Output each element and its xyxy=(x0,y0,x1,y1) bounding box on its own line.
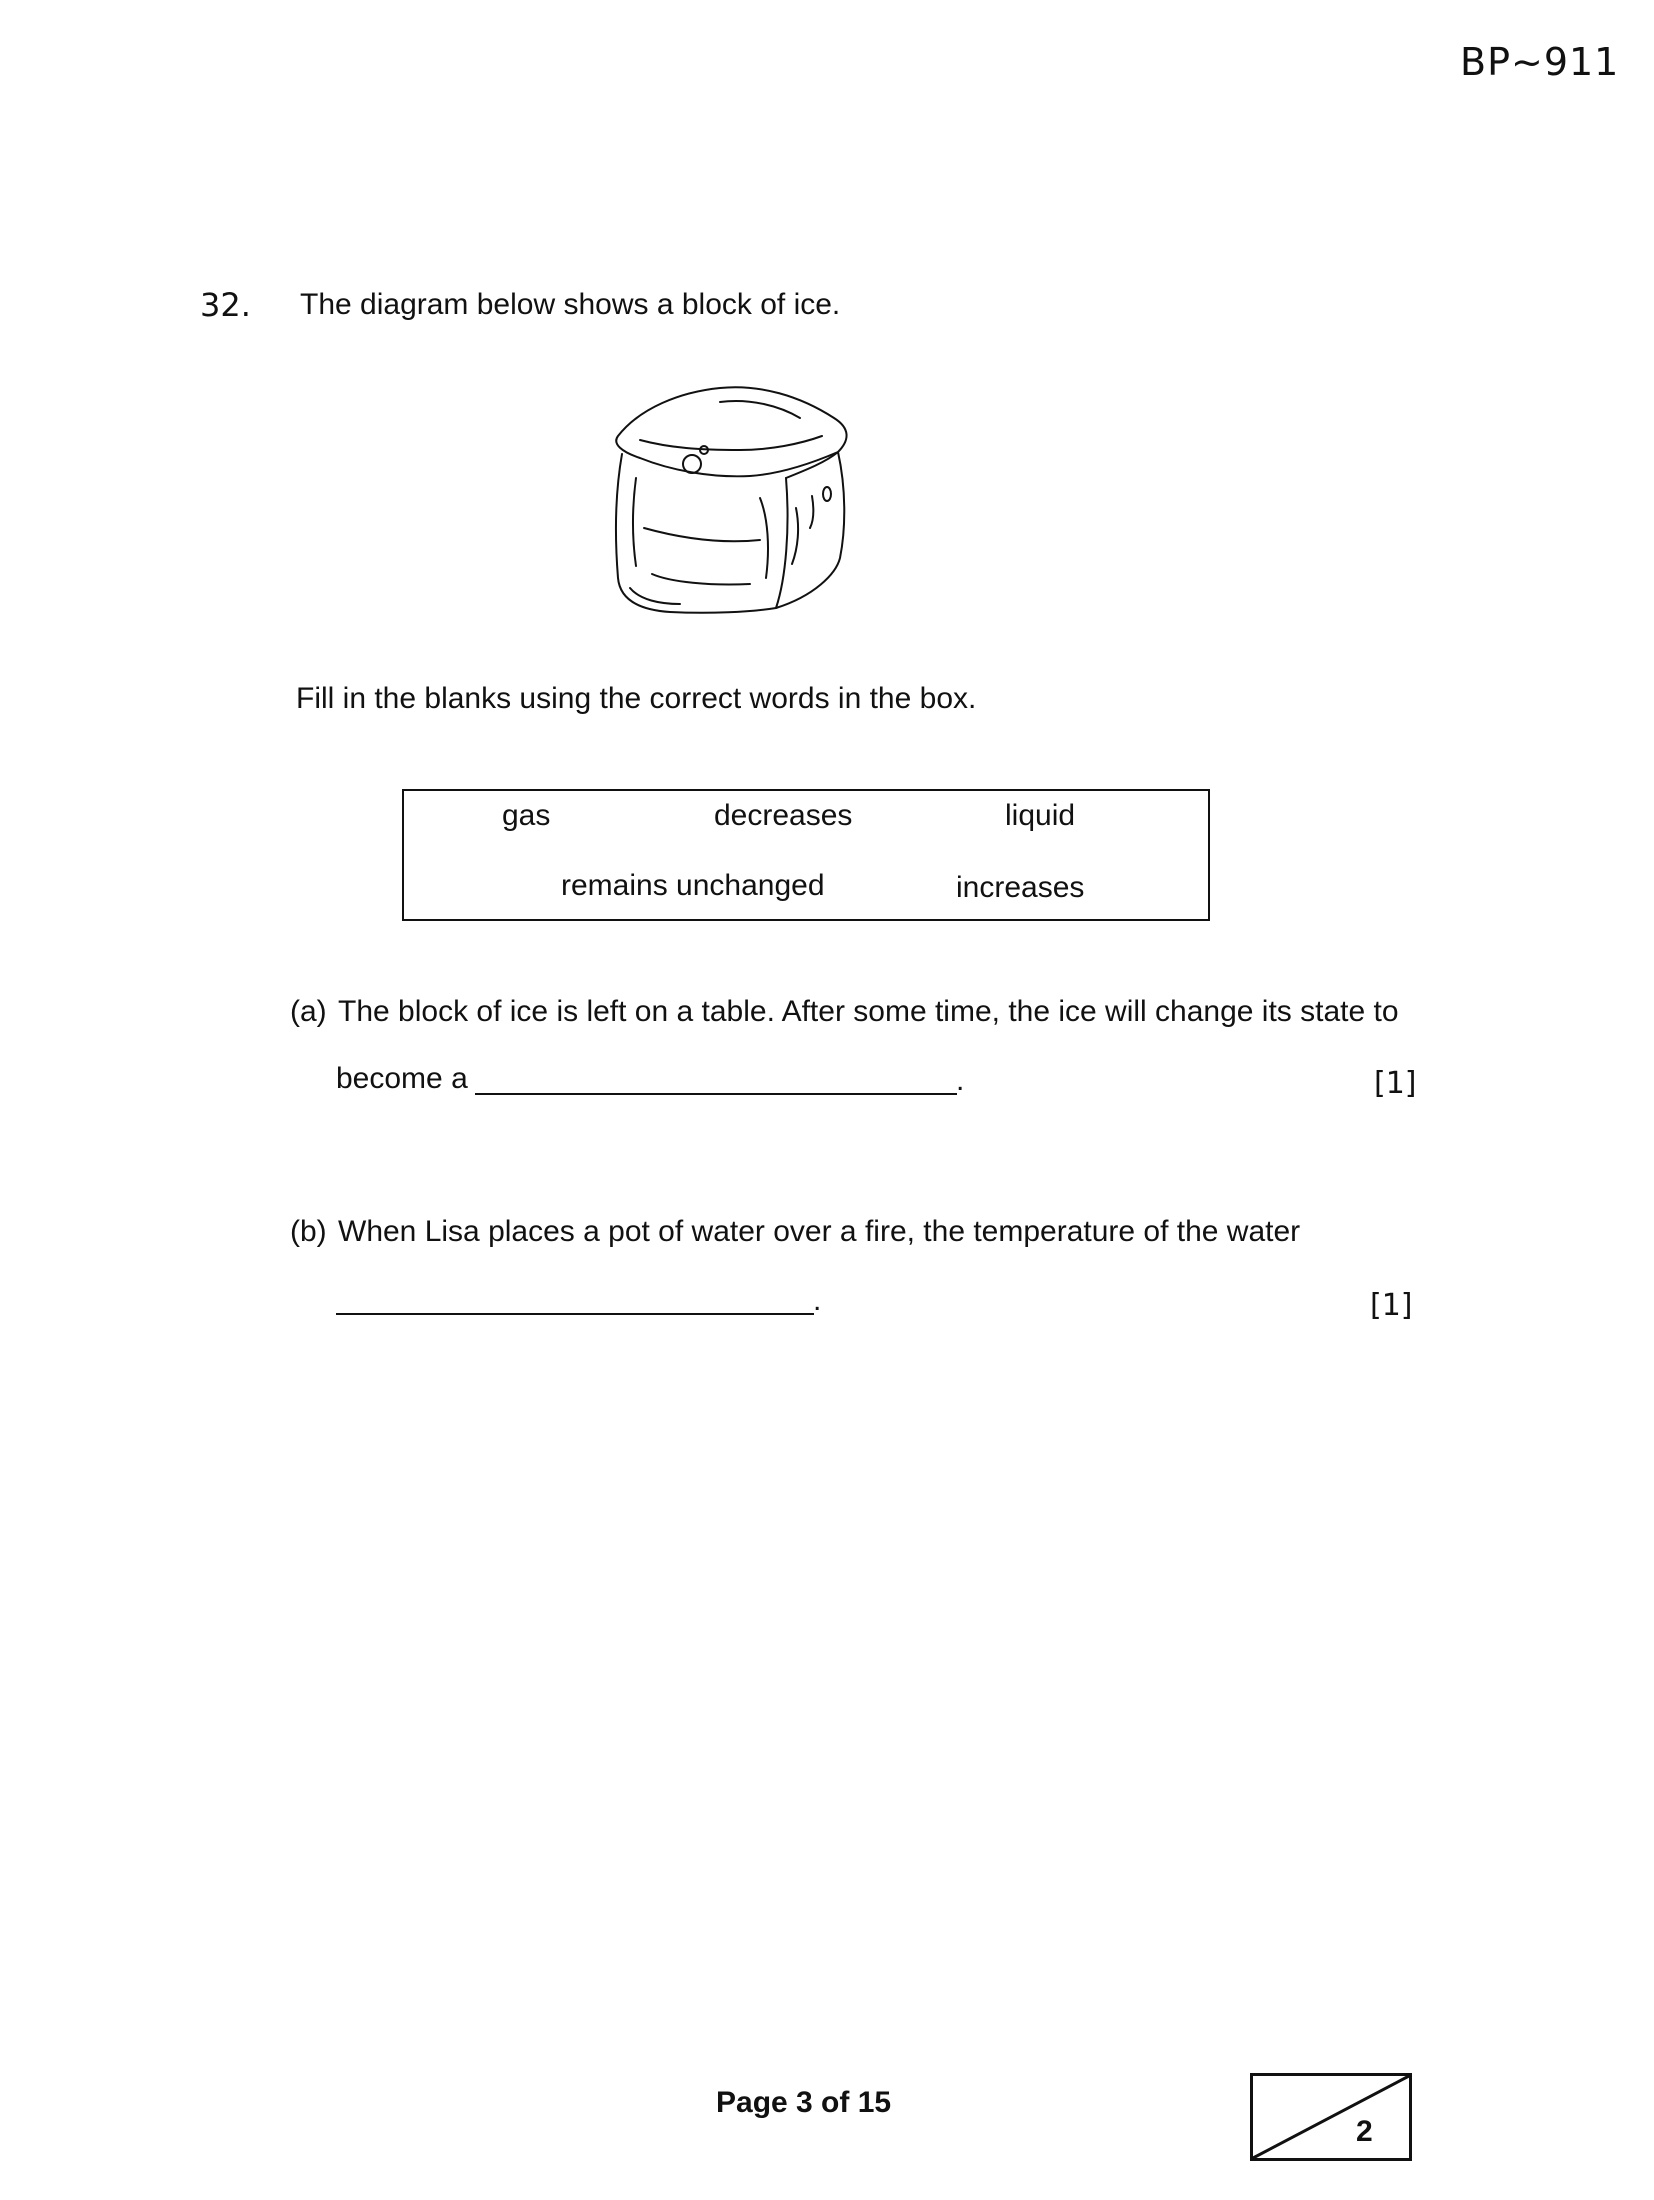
page-number: Page 3 of 15 xyxy=(716,2086,892,2119)
part-a-marks: [1] xyxy=(1374,1066,1417,1101)
word-bank-item: gas xyxy=(502,799,551,832)
word-bank-item: decreases xyxy=(714,799,853,832)
part-a-continuation: become a xyxy=(336,1062,468,1095)
instruction-text: Fill in the blanks using the correct words in the box. xyxy=(296,682,977,715)
part-b-text: When Lisa places a pot of water over a fire, the temperature of the water xyxy=(338,1215,1301,1248)
word-bank-item: remains unchanged xyxy=(561,869,825,902)
question-number: 32. xyxy=(200,286,251,324)
mark-box-total: 2 xyxy=(1356,2115,1373,2148)
ice-cube-drawing-icon xyxy=(600,378,860,628)
part-a-answer-blank[interactable] xyxy=(475,1093,957,1095)
part-b-full-stop: . xyxy=(813,1284,822,1317)
part-b-marks: [1] xyxy=(1370,1288,1413,1323)
question-stem: The diagram below shows a block of ice. xyxy=(300,288,841,321)
part-a-text: The block of ice is left on a table. After some time, the ice will change its state to xyxy=(338,995,1399,1028)
part-a-label: (a) xyxy=(290,995,327,1028)
document-code: BP~911 xyxy=(1460,40,1620,84)
mark-box-icon xyxy=(1250,2073,1412,2161)
word-bank-item: liquid xyxy=(1005,799,1076,832)
part-b-answer-blank[interactable] xyxy=(336,1313,814,1315)
part-a-full-stop: . xyxy=(956,1064,965,1097)
part-b-label: (b) xyxy=(290,1215,327,1248)
word-bank-item: increases xyxy=(956,871,1085,904)
